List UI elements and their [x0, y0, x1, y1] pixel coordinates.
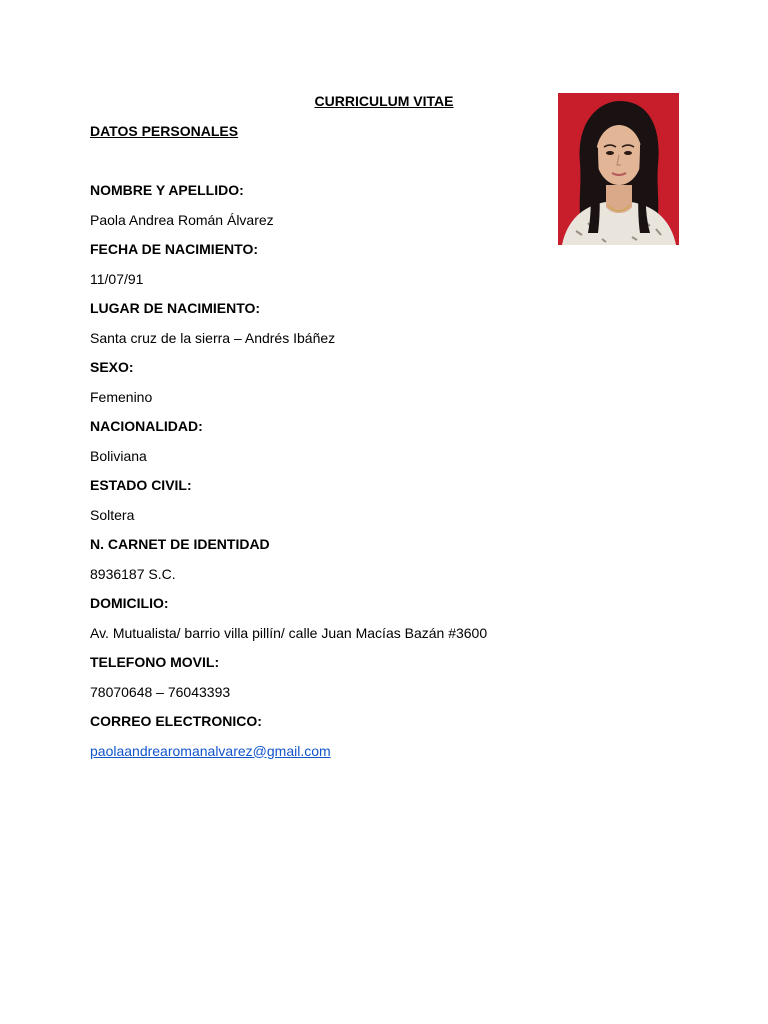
label-lugar-nacimiento: LUGAR DE NACIMIENTO: — [90, 300, 261, 316]
label-sexo: SEXO: — [90, 359, 134, 375]
value-nombre: Paola Andrea Román Álvarez — [90, 211, 274, 228]
value-nacionalidad: Boliviana — [90, 447, 147, 464]
label-fecha-nacimiento: FECHA DE NACIMIENTO: — [90, 241, 258, 257]
value-lugar-nacimiento: Santa cruz de la sierra – Andrés Ibáñez — [90, 329, 336, 346]
label-carnet-identidad: N. CARNET DE IDENTIDAD — [90, 536, 270, 552]
personal-data-fields — [90, 181, 560, 771]
value-telefono-movil: 78070648 – 76043393 — [90, 683, 231, 700]
section-heading-datos-personales: DATOS PERSONALES — [90, 123, 239, 139]
label-nombre: NOMBRE Y APELLIDO: — [90, 182, 244, 198]
document-title: CURRICULUM VITAE — [314, 93, 454, 109]
profile-photo — [558, 93, 679, 245]
value-fecha-nacimiento: 11/07/91 — [90, 270, 144, 287]
label-domicilio: DOMICILIO: — [90, 595, 169, 611]
label-nacionalidad: NACIONALIDAD: — [90, 418, 203, 434]
email-link[interactable]: paolaandrearomanalvarez@gmail.com — [90, 742, 331, 759]
value-carnet-identidad: 8936187 S.C. — [90, 565, 176, 582]
label-correo-electronico: CORREO ELECTRONICO: — [90, 713, 262, 729]
value-estado-civil: Soltera — [90, 506, 135, 523]
value-domicilio: Av. Mutualista/ barrio villa pillín/ calle Juan Macías Bazán #3600 — [90, 624, 488, 641]
label-telefono-movil: TELEFONO MOVIL: — [90, 654, 220, 670]
label-estado-civil: ESTADO CIVIL: — [90, 477, 192, 493]
value-sexo: Femenino — [90, 388, 153, 405]
portrait-illustration — [558, 93, 679, 245]
